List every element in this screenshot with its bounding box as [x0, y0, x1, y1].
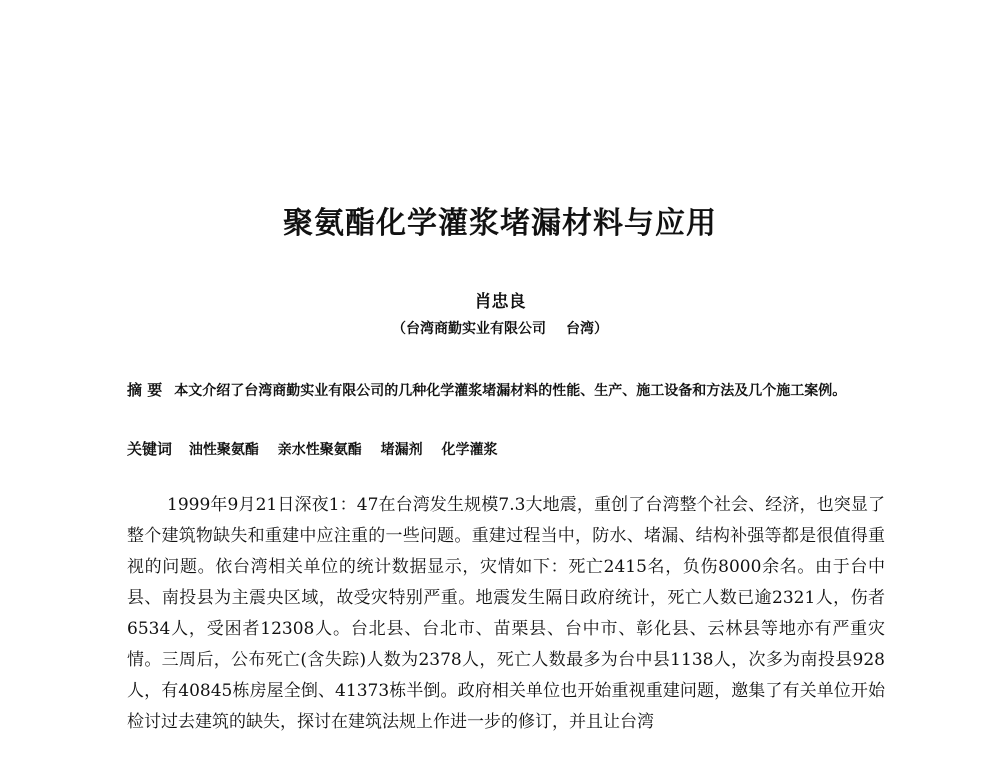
author-affiliation	[0, 318, 1000, 338]
keyword-item: 亲水性聚氨酯	[277, 442, 362, 458]
paper-title: 聚氨酯化学灌浆堵漏材料与应用	[283, 206, 717, 241]
author-name: 肖忠良	[474, 292, 526, 312]
keywords-label: 关键词	[127, 440, 173, 458]
keyword-item: 化学灌浆	[441, 442, 498, 458]
body-paragraph-text: 1999年9月21日深夜1：47在台湾发生规模7.3大地震，重创了台湾整个社会、经济，也突显了整个建筑物缺失和重建中应注重的一些问题。重建过程当中，防水、堵漏、结构补强等都是很值得重视的问题。依台湾相关单位的统计数据显示，灾情如下：死亡2415名，负伤8000余名。由于台中县、南投县为主震央区域，故受灾特别严重。地震发生隔日政府统计，死亡人数已逾2321人，伤者6534人，受困者12308人。台北县、台北市、苗栗县、台中市、彰化县、云林县等地亦有严重灾情。三周后，公布死亡(含失踪)人数为2378人，死亡人数最多为台中县1138人，次多为南投县928人，有40845栋房屋全倒、41373栋半倒。政府相关单位也开始重视重建问题，邀集了有关单位开始检讨过去建筑的缺失，探讨在建筑法规上作进一步的修订，并且让台湾	[127, 495, 885, 732]
abstract	[127, 375, 877, 406]
keyword-item: 堵漏剂	[380, 442, 423, 458]
abstract-text: 本文介绍了台湾商勤实业有限公司的几种化学灌浆堵漏材料的性能、生产、施工设备和方法及几个施工案例。	[174, 383, 847, 399]
affiliation-place: 台湾）	[566, 321, 608, 337]
keywords	[127, 436, 877, 463]
affiliation-org: （台湾商勤实业有限公司	[392, 321, 546, 337]
abstract-label: 摘 要	[127, 381, 163, 399]
body-paragraph	[127, 490, 885, 738]
keyword-item: 油性聚氨酯	[188, 442, 259, 458]
